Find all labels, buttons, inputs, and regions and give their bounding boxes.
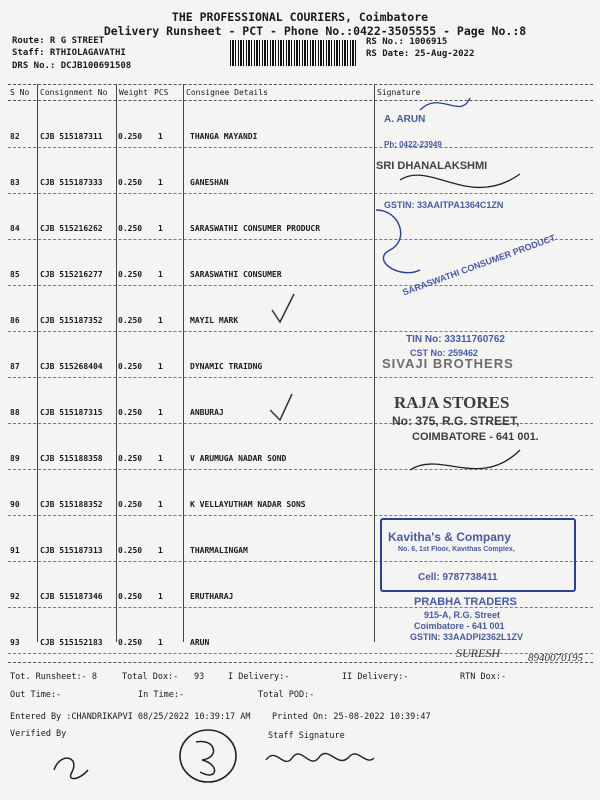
signature-scribble (410, 450, 520, 470)
stamp-gstin: GSTIN: 33AAITPA1364C1ZN (384, 200, 504, 210)
row-consignment-no: CJB 515187315 (40, 408, 103, 417)
row-sno: 85 (10, 270, 20, 279)
handwritten-name: SURESH (456, 646, 500, 660)
col-consignment: Consignment No (40, 88, 108, 97)
staff-signature-label: Staff Signature (268, 731, 345, 741)
row-pcs: 1 (158, 638, 163, 647)
row-pcs: 1 (158, 500, 163, 509)
row-consignee: V ARUMUGA NADAR SOND (190, 454, 287, 463)
entered-by: Entered By :CHANDRIKAPVI 08/25/2022 10:39:17 AM (10, 712, 251, 722)
row-consignee: SARASWATHI CONSUMER (190, 270, 282, 279)
verified-signature (40, 712, 260, 792)
row-pcs: 1 (158, 132, 163, 141)
row-weight: 0.250 (118, 270, 143, 279)
checkmark-icon (272, 294, 294, 322)
stamp-saraswathi: SARASWATHI CONSUMER PRODUCT (401, 232, 557, 298)
signature-scribble (376, 210, 420, 273)
rs-date: RS Date: 25-Aug-2022 (366, 49, 475, 59)
stamp-tin: TIN No: 33311760762 (406, 334, 505, 345)
row-consignee: SARASWATHI CONSUMER PRODUCR (190, 224, 321, 233)
signature-scribble (54, 758, 88, 778)
row-pcs: 1 (158, 362, 163, 371)
row-consignment-no: CJB 515268404 (40, 362, 103, 371)
stamp-prabha-address: 915-A, R.G. Street (424, 610, 501, 620)
row-sno: 84 (10, 224, 20, 233)
row-sno: 88 (10, 408, 20, 417)
stamp-kavitha: Kavitha's & Company (388, 530, 511, 544)
tot-runsheet: Tot. Runsheet:- 8 (10, 672, 97, 682)
row-weight: 0.250 (118, 546, 143, 555)
signature-scribbles (360, 90, 590, 520)
row-pcs: 1 (158, 270, 163, 279)
row-consignee: K VELLAYUTHAM NADAR SONS (190, 500, 306, 509)
row-consignment-no: CJB 515187352 (40, 316, 103, 325)
total-dox-label: Total Dox:- (122, 672, 179, 682)
stamp-arun: A. ARUN (384, 114, 426, 125)
ii-delivery: II Delivery:- (342, 672, 409, 682)
row-sno: 82 (10, 132, 20, 141)
total-dox-value: 93 (194, 672, 205, 682)
table-row (8, 608, 593, 654)
route-label: Route: R G STREET (12, 36, 105, 46)
row-consignee: ANBURAJ (190, 408, 224, 417)
in-time: In Time:- (138, 690, 185, 700)
signature-scribble (266, 753, 374, 761)
signature-scribble (196, 741, 215, 775)
row-sno: 92 (10, 592, 20, 601)
total-pod: Total POD:- (258, 690, 315, 700)
staff-label: Staff: RTHIOLAGAVATHI (12, 48, 126, 58)
row-sno: 93 (10, 638, 20, 647)
row-consignee: MAYIL MARK (190, 316, 239, 325)
row-sno: 90 (10, 500, 20, 509)
handwritten-phone: 8940070195 (528, 652, 583, 664)
verified-by-label: Verified By (10, 729, 67, 739)
rs-number: RS No.: 1006915 (366, 37, 448, 47)
row-sno: 86 (10, 316, 20, 325)
barcode (230, 40, 358, 66)
row-sno: 91 (10, 546, 20, 555)
row-consignment-no: CJB 515152183 (40, 638, 103, 647)
row-sno: 83 (10, 178, 20, 187)
rtn-dox: RTN Dox:- (460, 672, 507, 682)
row-pcs: 1 (158, 178, 163, 187)
row-consignee: GANESHAN (190, 178, 229, 187)
stamp-prabha-city: Coimbatore - 641 001 (414, 621, 505, 631)
i-delivery: I Delivery:- (228, 672, 290, 682)
col-weight: Weight (119, 88, 148, 97)
row-weight: 0.250 (118, 408, 143, 417)
col-pcs: PCS (154, 88, 169, 97)
stamp-prabha: PRABHA TRADERS (414, 596, 517, 608)
company-title: THE PROFESSIONAL COURIERS, Coimbatore (171, 10, 429, 24)
staff-signature (262, 740, 382, 780)
col-consignee: Consignee Details (186, 88, 268, 97)
stamp-kavitha-address: No. 6, 1st Floor, Kavithas Complex, (398, 546, 515, 553)
header-rule-top (8, 84, 593, 85)
row-consignment-no: CJB 515187333 (40, 178, 103, 187)
row-pcs: 1 (158, 224, 163, 233)
row-weight: 0.250 (118, 362, 143, 371)
row-weight: 0.250 (118, 638, 143, 647)
row-pcs: 1 (158, 408, 163, 417)
runsheet-subtitle: Delivery Runsheet - PCT - Phone No.:0422-3505555 - Page No.:8 (103, 24, 527, 38)
row-weight: 0.250 (118, 500, 143, 509)
row-consignment-no: CJB 515216277 (40, 270, 103, 279)
row-pcs: 1 (158, 546, 163, 555)
printed-on: Printed On: 25-08-2022 10:39:47 (272, 712, 431, 722)
stamp-sivaji: SIVAJI BROTHERS (382, 356, 514, 371)
row-weight: 0.250 (118, 316, 143, 325)
row-consignment-no: CJB 515188352 (40, 500, 103, 509)
row-consignment-no: CJB 515187346 (40, 592, 103, 601)
row-consignee: DYNAMIC TRAIDNG (190, 362, 263, 371)
stamp-raja-city: COIMBATORE - 641 001. (412, 431, 539, 443)
stamp-prabha-gstin: GSTIN: 33AADPI2362L1ZV (410, 632, 524, 642)
col-sno: S No (10, 88, 30, 97)
row-weight: 0.250 (118, 132, 143, 141)
row-consignment-no: CJB 515187313 (40, 546, 103, 555)
col-signature: Signature (377, 88, 421, 97)
row-consignee: ARUN (190, 638, 210, 647)
checkmark-icon (270, 394, 292, 420)
row-weight: 0.250 (118, 454, 143, 463)
signature-scribble (400, 174, 520, 187)
footer-rule (8, 662, 593, 663)
out-time: Out Time:- (10, 690, 62, 700)
row-separator (8, 653, 593, 654)
row-pcs: 1 (158, 454, 163, 463)
row-sno: 89 (10, 454, 20, 463)
stamp-arun-phone: Ph: 0422-23949 (384, 140, 442, 149)
row-weight: 0.250 (118, 592, 143, 601)
row-weight: 0.250 (118, 178, 143, 187)
row-pcs: 1 (158, 316, 163, 325)
stamp-raja-stores: RAJA STORES (394, 393, 510, 412)
row-consignee: ERUTHARAJ (190, 592, 234, 601)
stamp-cst: CST No: 259462 (410, 348, 479, 358)
row-sno: 87 (10, 362, 20, 371)
row-consignee: THANGA MAYANDI (190, 132, 258, 141)
stamp-sri: SRI DHANALAKSHMI (376, 160, 488, 172)
row-consignee: THARMALINGAM (190, 546, 248, 555)
row-consignment-no: CJB 515187311 (40, 132, 103, 141)
drs-number: DRS No.: DCJB100691508 (12, 61, 132, 71)
row-consignment-no: CJB 515216262 (40, 224, 103, 233)
row-weight: 0.250 (118, 224, 143, 233)
stamp-kavitha-cell: Cell: 9787738411 (418, 572, 498, 583)
row-consignment-no: CJB 515188358 (40, 454, 103, 463)
row-pcs: 1 (158, 592, 163, 601)
stamp-raja-address: No: 375, R.G. STREET, (392, 414, 520, 428)
signature-scribble (420, 98, 470, 110)
